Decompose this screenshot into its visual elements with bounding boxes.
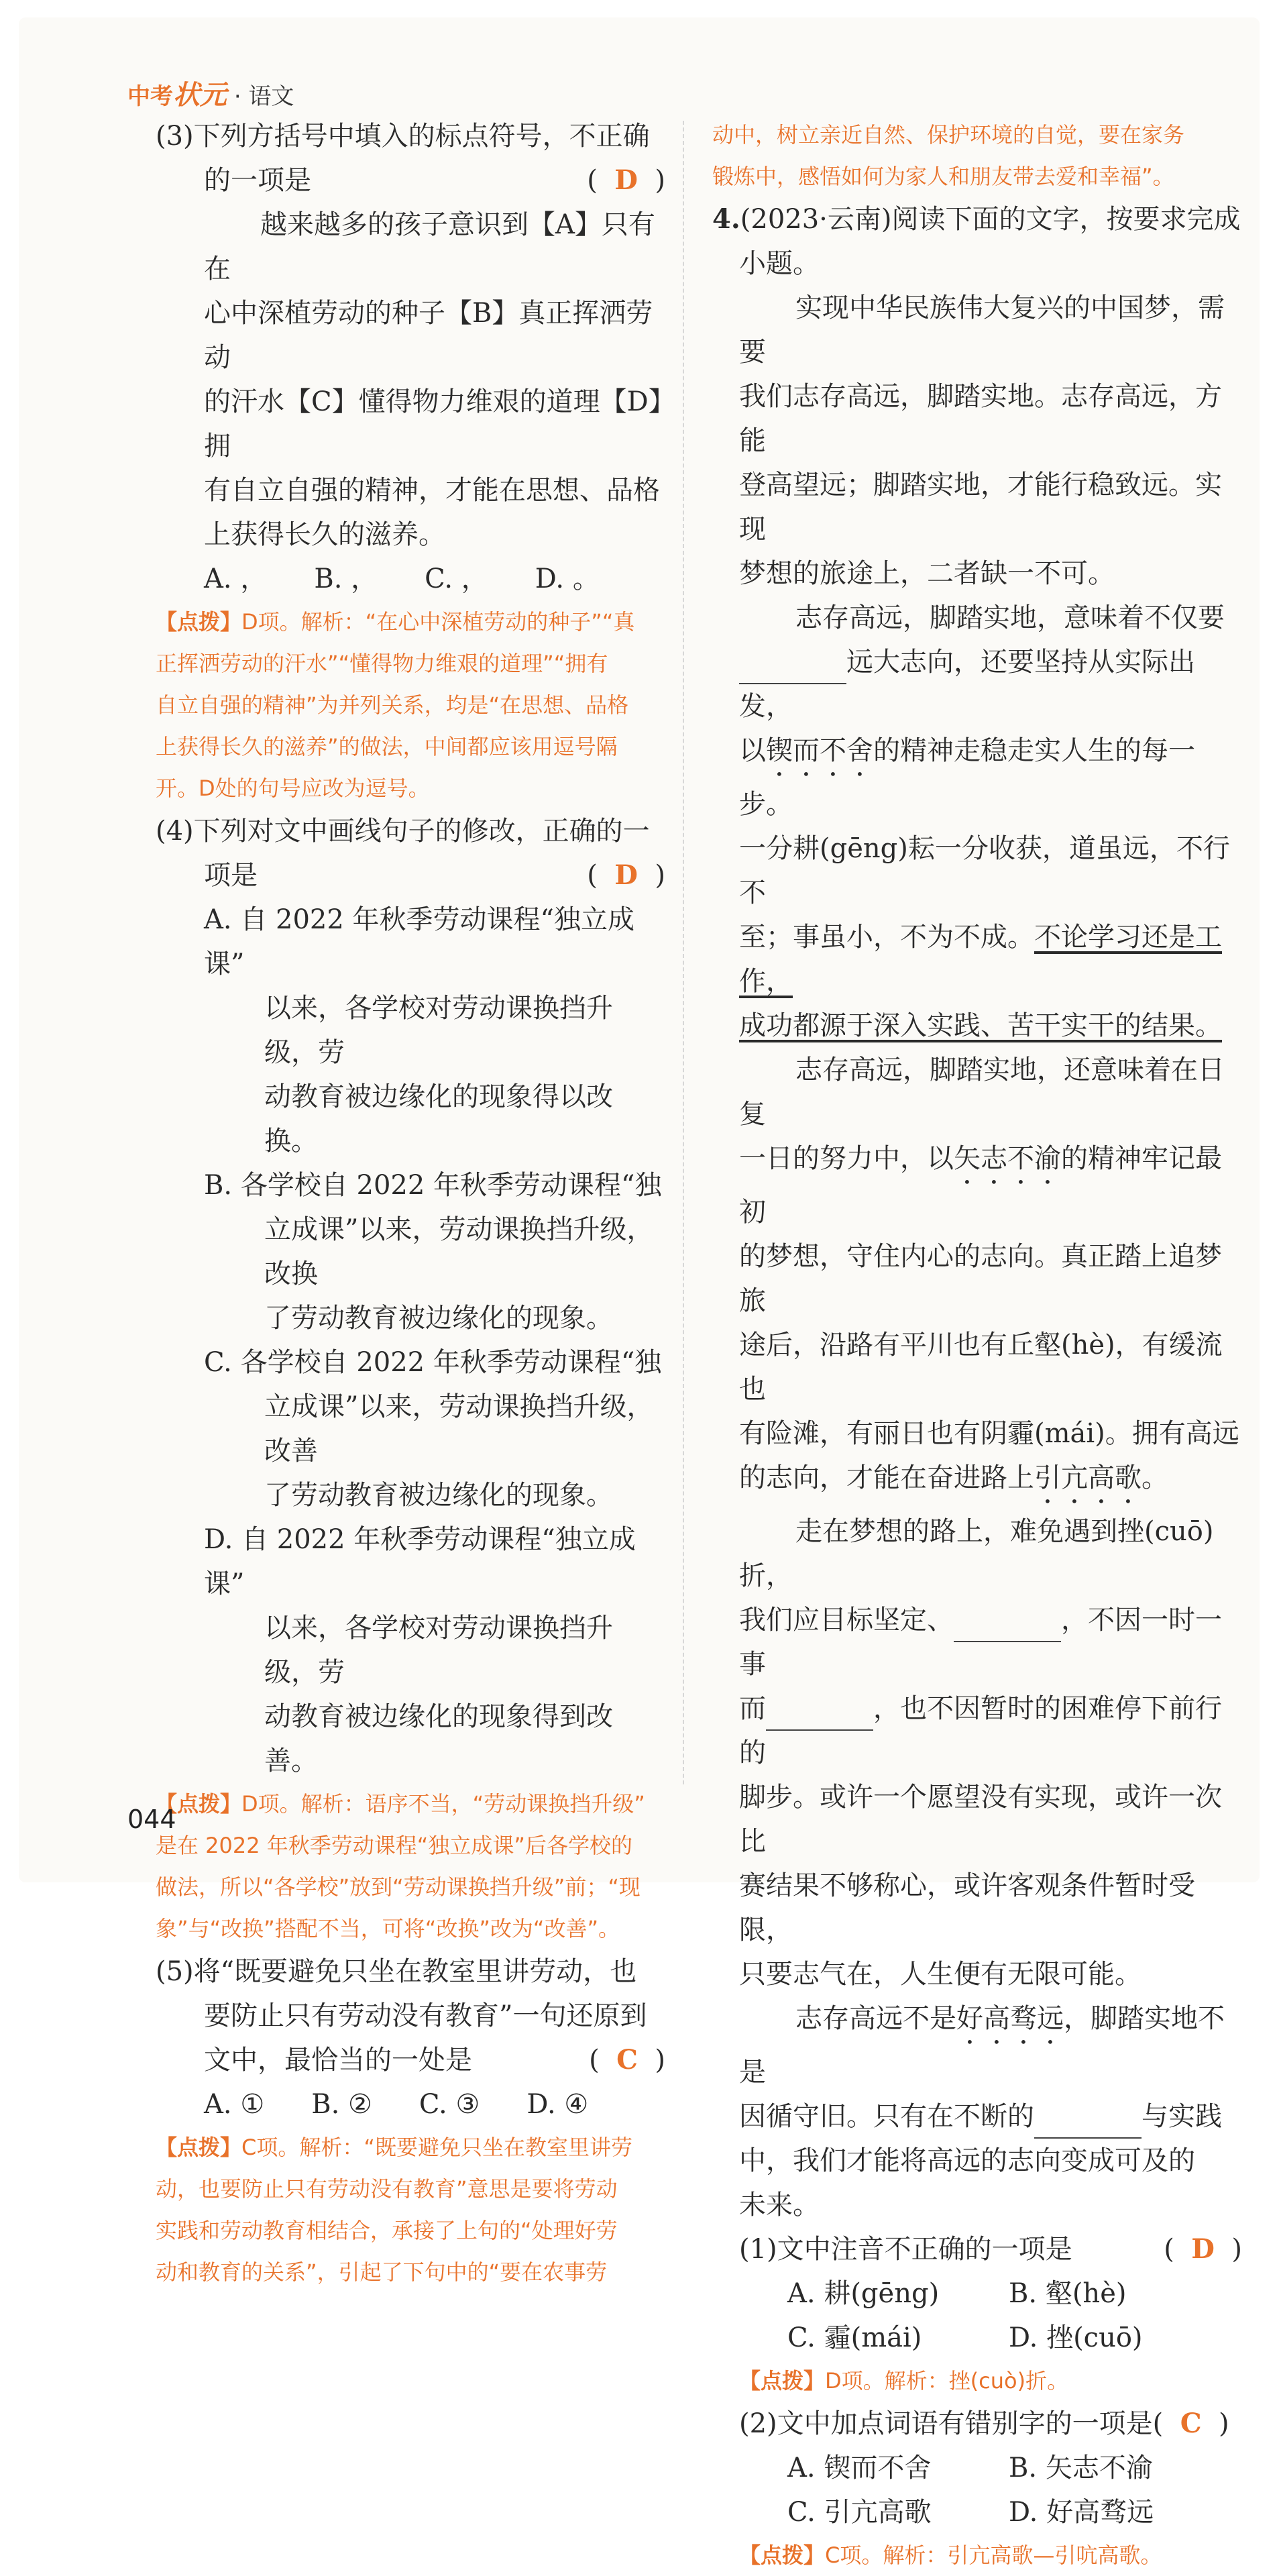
- q5-note-line4: 动和教育的关系”，引起了下句中的“要在农事劳: [156, 2259, 608, 2285]
- passage-p5-line2: 因循守旧。只有在不断的 与实践: [739, 2094, 1242, 2139]
- q3-stem-line2: 的一项是 ( D ): [204, 164, 665, 196]
- page-number: 044: [127, 1805, 176, 1834]
- sub2-note: 【点拨】C项。解析：引亢高歌—引吭高歌。: [739, 2542, 1162, 2568]
- passage-p3-line5: 有险滩，有丽日也有阴霾(mái)。拥有高远: [739, 1418, 1239, 1449]
- q3-passage-line4: 有自立自强的精神，才能在思想、品格: [204, 475, 660, 506]
- header-prefix: 中考: [127, 83, 173, 110]
- passage-p2-line4: 一分耕(gēng)耘一分收获，道虽远，不行不: [739, 833, 1230, 908]
- sub1-option-b: B. 壑(hè): [1009, 2278, 1127, 2309]
- q3-passage-line1: 越来越多的孩子意识到【A】只有在: [204, 209, 655, 284]
- q3-option-d: D. 。: [535, 564, 600, 594]
- q3-passage-line5: 上获得长久的滋养。: [204, 519, 445, 550]
- q5-answer: C: [616, 2044, 638, 2076]
- sub2-option-b: B. 矢志不渝: [1009, 2453, 1153, 2483]
- right-column: [712, 114, 1242, 2576]
- sub2-answer: C: [1180, 2408, 1202, 2439]
- passage-p4-line4: 脚步。或许一个愿望没有实现，或许一次比: [739, 1782, 1222, 1857]
- q4-option-d-line2: 以来，各学校对劳动课换挡升级，劳: [264, 1613, 613, 1688]
- passage-p2-line6: [739, 1004, 1242, 1048]
- sub1-option-c: C. 霾(mái): [787, 2322, 922, 2353]
- header-brand: 状元: [173, 80, 227, 111]
- q5-stem-line1: (5)将“既要避免只坐在教室里讲劳动，也: [156, 1956, 637, 1987]
- q4-stem-line1: (4)下列对文中画线句子的修改，正确的一: [156, 816, 650, 847]
- q4-stem-line2: 项是 ( D ): [204, 859, 665, 891]
- q4-note-line1: 【点拨】D项。解析：语序不当，“劳动课换挡升级”: [156, 1791, 645, 1817]
- passage-p1-line4: 梦想的旅途上，二者缺一不可。: [739, 558, 1115, 589]
- q3-note-line1: 【点拨】D项。解析：“在心中深植劳动的种子”“真: [156, 609, 635, 635]
- passage-p1-line2: 我们志存高远，脚踏实地。志存高远，方能: [739, 381, 1222, 456]
- underlined-sentence-part2: 成功都源于深入实践、苦干实干的结果。: [739, 1010, 1222, 1041]
- q3-note-line4: 上获得长久的滋养”的做法，中间都应该用逗号隔: [156, 734, 618, 759]
- page-header: [127, 74, 294, 112]
- dotted-word-4: 好高骛远: [956, 2003, 1064, 2034]
- dotted-word-2: 矢志不渝: [954, 1143, 1061, 1174]
- passage-p2-line5: 至；事虽小，不为不成。不论学习还是工作，: [739, 922, 1222, 997]
- q5-option-a: A. ①: [204, 2089, 265, 2120]
- q5-option-d: D. ④: [526, 2089, 589, 2120]
- passage-p3-line4: 途后，沿路有平川也有丘壑(hè)，有缓流也: [739, 1330, 1223, 1405]
- passage-p3-line6: 的志向，才能在奋进路上引亢高歌。: [739, 1462, 1168, 1493]
- sub1-answer: D: [1191, 2233, 1215, 2265]
- passage-p4-line1: 走在梦想的路上，难免遇到挫(cuō)折，: [739, 1516, 1214, 1591]
- q4-option-c-line2: 立成课”以来，劳动课换挡升级，改善: [264, 1391, 654, 1466]
- sub1-note: 【点拨】D项。解析：挫(cuò)折。: [739, 2368, 1069, 2394]
- sub1-option-a: A. 耕(gēng): [787, 2278, 940, 2309]
- passage-p1-line1: 实现中华民族伟大复兴的中国梦，需要: [739, 292, 1225, 368]
- header-subject: 语文: [248, 83, 294, 110]
- sub1-options: [712, 2271, 1242, 2360]
- passage-p2-line2: 远大志向，还要坚持从实际出发，: [739, 647, 1195, 722]
- passage-p4-line6: 只要志气在，人生便有无限可能。: [739, 1959, 1142, 1990]
- q4-reading-number: 4.: [712, 203, 740, 235]
- column-divider: [683, 121, 684, 1784]
- q5-note-line1: 【点拨】C项。解析：“既要避免只坐在教室里讲劳: [156, 2135, 632, 2160]
- q4-option-d-line3: 动教育被边缘化的现象得到改善。: [264, 1701, 613, 1776]
- passage-p4-line5: 赛结果不够称心，或许客观条件暂时受限，: [739, 1870, 1195, 1945]
- fill-blank-2[interactable]: [954, 1614, 1061, 1642]
- q5-option-c: C. ③: [419, 2089, 480, 2120]
- q3-stem-line1: (3)下列方括号中填入的标点符号，不正确: [156, 121, 650, 152]
- passage-p1-line3: 登高望远；脚踏实地，才能行稳致远。实现: [739, 470, 1222, 545]
- sub2-option-c: C. 引亢高歌: [787, 2497, 932, 2528]
- sub2-options: [712, 2446, 1242, 2534]
- dotted-word-3: 引亢高歌: [1034, 1462, 1142, 1493]
- passage-p3-line1: 志存高远，脚踏实地，还意味着在日复: [739, 1055, 1225, 1130]
- header-sep: ·: [233, 83, 241, 110]
- q3-passage-line3: 的汗水【C】懂得物力维艰的道理【D】拥: [204, 386, 662, 462]
- q3-answer: D: [614, 164, 638, 196]
- q5-note-line2: 动，也要防止只有劳动没有教育”意思是要将劳动: [156, 2176, 618, 2202]
- passage-p4-line2: 我们应目标坚定、 ，不因一时一事: [739, 1605, 1222, 1680]
- passage-p4-line3: 而 ，也不因暂时的困难停下前行的: [739, 1693, 1222, 1768]
- q5-option-b: B. ②: [311, 2089, 372, 2120]
- q4-reading-stem-line1: 4.(2023·云南)阅读下面的文字，按要求完成: [712, 203, 1241, 235]
- passage-p3-line2: 一日的努力中，以矢志不渝的精神牢记最初: [739, 1143, 1222, 1228]
- q4-option-a-line3: 动教育被边缘化的现象得以改换。: [264, 1081, 613, 1157]
- q4-note-line4: 象”与“改换”搭配不当，可将“改换”改为“改善”。: [156, 1916, 620, 1941]
- q5-note-continued-line1: 动中，树立亲近自然、保护环境的自觉，要在家务: [712, 122, 1185, 148]
- q4-option-b-line2: 立成课”以来，劳动课换挡升级，改换: [264, 1214, 654, 1289]
- passage-p5-line4: 未来。: [739, 2190, 820, 2220]
- passage-p2-line1: 志存高远，脚踏实地，意味着不仅要: [795, 602, 1225, 633]
- sub2-option-a: A. 锲而不舍: [787, 2453, 932, 2483]
- q4-option-d-line1: D. 自 2022 年秋季劳动课程“独立成课”: [204, 1524, 636, 1599]
- underlined-sentence-part1: 不论学习还是工作，: [739, 922, 1222, 997]
- q3-options: [156, 557, 665, 601]
- q4-answer: D: [614, 859, 638, 891]
- passage-p5-line1: 志存高远不是好高骛远，脚踏实地不是: [739, 2003, 1225, 2088]
- q5-stem-line2: 要防止只有劳动没有教育”一句还原到: [204, 2000, 647, 2031]
- fill-blank-1[interactable]: [739, 656, 846, 684]
- dotted-word-1: 锲而不舍: [766, 735, 873, 766]
- left-column: [156, 114, 665, 2293]
- q5-note-line3: 实践和劳动教育相结合，承接了上句的“处理好劳: [156, 2218, 618, 2243]
- q4-option-c-line3: 了劳动教育被边缘化的现象。: [264, 1480, 613, 1511]
- q5-options: [156, 2082, 665, 2127]
- fill-blank-3[interactable]: [766, 1703, 873, 1731]
- q4-note-line2: 是在 2022 年秋季劳动课程“独立成课”后各学校的: [156, 1833, 632, 1858]
- passage-p3-line3: 的梦想，守住内心的志向。真正踏上追梦旅: [739, 1241, 1222, 1316]
- q4-option-a-line2: 以来，各学校对劳动课换挡升级，劳: [264, 993, 613, 1068]
- passage-p5-line3: 中，我们才能将高远的志向变成可及的: [739, 2145, 1195, 2176]
- sub2-option-d: D. 好高骛远: [1009, 2497, 1154, 2528]
- q4-option-a-line1: A. 自 2022 年秋季劳动课程“独立成课”: [204, 904, 634, 979]
- q5-note-continued-line2: 锻炼中，感悟如何为家人和朋友带去爱和幸福”。: [712, 164, 1174, 189]
- q4-option-b-line3: 了劳动教育被边缘化的现象。: [264, 1303, 613, 1334]
- q4-option-b-line1: B. 各学校自 2022 年秋季劳动课程“独: [204, 1170, 662, 1201]
- q3-note-line3: 自立自强的精神”为并列关系，均是“在思想、品格: [156, 692, 629, 718]
- q3-option-c: C. ，: [425, 564, 488, 594]
- q5-stem-line3: 文中，最恰当的一处是 ( C ): [204, 2044, 665, 2076]
- sub1-option-d: D. 挫(cuō): [1009, 2322, 1143, 2353]
- q3-note-line5: 开。D处的句号应改为逗号。: [156, 775, 430, 801]
- passage-p2-line3: 以锲而不舍的精神走稳走实人生的每一步。: [739, 735, 1195, 820]
- q4-reading-stem-line2: 小题。: [739, 248, 820, 279]
- sub2-stem: (2)文中加点词语有错别字的一项是( C ): [739, 2408, 1229, 2439]
- sub1-stem: (1)文中注音不正确的一项是 ( D ): [739, 2233, 1242, 2265]
- q3-option-b: B. ，: [314, 564, 378, 594]
- q3-passage-line2: 心中深植劳动的种子【B】真正挥洒劳动: [204, 298, 653, 373]
- reading-passage: [712, 286, 1242, 2227]
- fill-blank-4[interactable]: [1034, 2110, 1142, 2139]
- q3-option-a: A. ，: [204, 564, 268, 594]
- q4-note-line3: 做法，所以“各学校”放到“劳动课换挡升级”前；“现: [156, 1874, 641, 1900]
- q3-note-line2: 正挥洒劳动的汗水”“懂得物力维艰的道理”“拥有: [156, 651, 608, 676]
- q4-option-c-line1: C. 各学校自 2022 年秋季劳动课程“独: [204, 1347, 662, 1378]
